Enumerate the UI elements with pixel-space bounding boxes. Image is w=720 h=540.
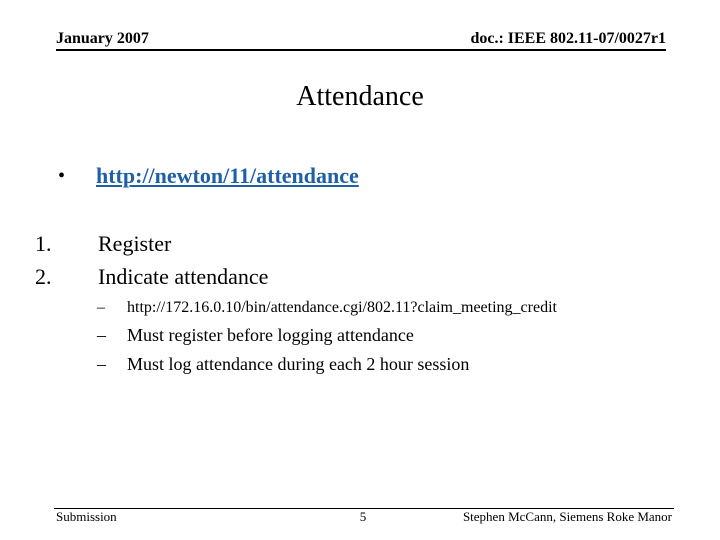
sub-item-dash: – [97,299,105,316]
step-number: 1. [35,231,52,256]
header-doc-id: doc.: IEEE 802.11-07/0027r1 [470,30,666,47]
header-date: January 2007 [56,30,149,47]
step-text: Indicate attendance [98,264,269,289]
sub-item-dash: – [97,354,106,374]
slide-title: Attendance [296,81,424,112]
footer-submission: Submission [56,509,117,524]
step-number: 2. [35,264,52,289]
sub-item-text: Must register before logging attendance [127,325,414,345]
page-number: 5 [359,509,367,524]
sub-item-dash: – [97,325,106,345]
sub-item-text: Must log attendance during each 2 hour session [127,354,470,374]
sub-item-text: http://172.16.0.10/bin/attendance.cgi/802.11?claim_meeting_credit [127,299,557,316]
footer-author: Stephen McCann, Siemens Roke Manor [462,509,672,524]
bullet-marker: • [58,165,66,187]
attendance-link[interactable]: http://newton/11/attendance [96,163,359,188]
step-text: Register [98,231,172,256]
header-divider [56,49,666,51]
